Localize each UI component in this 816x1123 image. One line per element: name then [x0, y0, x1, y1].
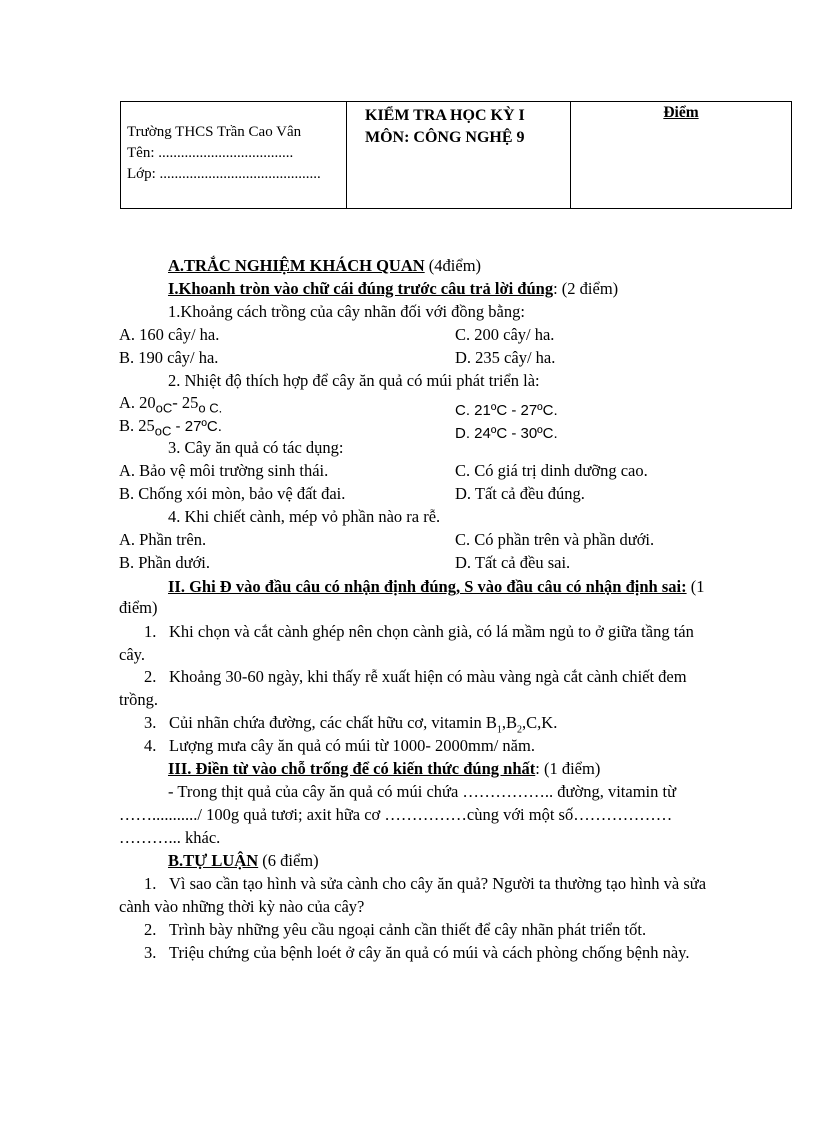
- q1-option-a: A. 160 cây/ ha.: [119, 325, 220, 344]
- section-a-heading: [168, 256, 481, 276]
- q3-option-d: D. Tất cả đều đúng.: [455, 484, 585, 503]
- q2-option-b: B. $25_{oC}$ - 27ºC.: [119, 416, 222, 439]
- score-label: Điểm: [663, 104, 699, 121]
- q1-option-b: B. 190 cây/ ha.: [119, 348, 219, 367]
- q4-option-c: C. Có phần trên và phần dưới.: [455, 530, 655, 549]
- section-b-title: B.TỰ LUẬN: [168, 851, 259, 870]
- part-1-points: : (2 điểm): [553, 279, 619, 298]
- q4-option-b: B. Phần dưới.: [119, 553, 211, 572]
- part-2-title: II. Ghi Đ vào đầu câu có nhận định đúng, S vào đầu câu có nhận định sai:: [168, 577, 687, 596]
- q3-option-b: B. Chống xói mòn, bảo vệ đất đai.: [119, 484, 346, 503]
- statement-1-cont: cây.: [119, 645, 145, 664]
- question-3: 3. Cây ăn quả có tác dụng:: [168, 438, 344, 457]
- section-a-title: A.TRẮC NGHIỆM KHÁCH QUAN: [168, 256, 425, 275]
- fill-line-2: …….........../ 100g quả tươi; axit hữa cơ ……………cùng với một số………………: [119, 805, 673, 824]
- essay-question-3: 3. Triệu chứng của bệnh loét ở cây ăn quả có múi và cách phòng chống bệnh này.: [144, 943, 690, 962]
- q1-option-d: D. 235 cây/ ha.: [455, 348, 556, 367]
- part-1-title: I.Khoanh tròn vào chữ cái đúng trước câu trả lời đúng: [168, 279, 554, 298]
- part-2-points: điểm): [119, 598, 158, 617]
- exam-title: KIỂM TRA HỌC KỲ I: [365, 107, 525, 124]
- q3-option-c: C. Có giá trị dinh dưỡng cao.: [455, 461, 648, 480]
- exam-subject: MÔN: CÔNG NGHỆ 9: [365, 129, 525, 146]
- section-a-points: (4điểm): [424, 256, 482, 275]
- statement-4: 4. Lượng mưa cây ăn quả có múi từ 1000- 2000mm/ năm.: [144, 736, 535, 755]
- student-info-cell: [121, 102, 346, 208]
- statement-3: 3. Củi nhãn chứa đường, các chất hữu cơ, vitamin $B_1,B_2,C,K$.: [144, 713, 558, 736]
- q2-option-d: D. 24ºC - 30ºC.: [455, 425, 558, 442]
- section-b-heading: B.TỰ LUẬN (6 điểm): [168, 851, 319, 870]
- exam-title-cell: [346, 102, 570, 208]
- header-table: [120, 101, 792, 209]
- q4-option-d: D. Tất cả đều sai.: [455, 553, 571, 572]
- question-1: 1.Khoảng cách trồng của cây nhãn đối với đồng bằng:: [168, 302, 525, 321]
- part-3-title: III. Điền từ vào chỗ trống để có kiến thức đúng nhất: [168, 759, 536, 778]
- question-2: 2. Nhiệt độ thích hợp để cây ăn quả có múi phát triển là:: [168, 371, 540, 390]
- name-field: Tên: ....................................: [127, 145, 294, 161]
- question-4: 4. Khi chiết cành, mép vỏ phần nào ra rễ.: [168, 507, 441, 526]
- essay-question-1: 1. Vì sao cần tạo hình và sửa cành cho cây ăn quả? Người ta thường tạo hình và sửa: [144, 874, 707, 893]
- statement-2: 2. Khoảng 30-60 ngày, khi thấy rễ xuất hiện có màu vàng ngà cắt cành chiết đem: [144, 667, 687, 686]
- score-cell: [570, 102, 791, 208]
- part-1-heading: [168, 279, 618, 299]
- q3-option-a: A. Bảo vệ môi trường sinh thái.: [119, 461, 329, 480]
- part-2-heading: II. Ghi Đ vào đầu câu có nhận định đúng, S vào đầu câu có nhận định sai: (1: [168, 577, 705, 596]
- class-field: Lớp: ...........................................: [127, 166, 321, 182]
- q2-option-c: C. 21ºC - 27ºC.: [455, 402, 558, 419]
- essay-question-2: 2. Trình bày những yêu cầu ngoại cảnh cần thiết để cây nhãn phát triển tốt.: [144, 920, 647, 939]
- school-name: Trường THCS Trần Cao Vân: [127, 124, 302, 140]
- q4-option-a: A. Phần trên.: [119, 530, 207, 549]
- q2-option-a: A. $20_{oC}-$ $25_{o C.}$: [119, 393, 223, 416]
- essay-question-1-cont: cành vào những thời kỳ nào của cây?: [119, 897, 365, 916]
- part-3-heading: III. Điền từ vào chỗ trống để có kiến thức đúng nhất: (1 điểm): [168, 759, 601, 778]
- fill-line-3: ………... khác.: [119, 828, 221, 847]
- fill-line-1: - Trong thịt quả của cây ăn quả có múi chứa …………….. đường, vitamin từ: [168, 782, 677, 801]
- statement-2-cont: trồng.: [119, 690, 158, 709]
- statement-1: 1. Khi chọn và cắt cành ghép nên chọn cành già, có lá mầm ngủ to ở giữa tầng tán: [144, 622, 694, 641]
- q1-option-c: C. 200 cây/ ha.: [455, 325, 555, 344]
